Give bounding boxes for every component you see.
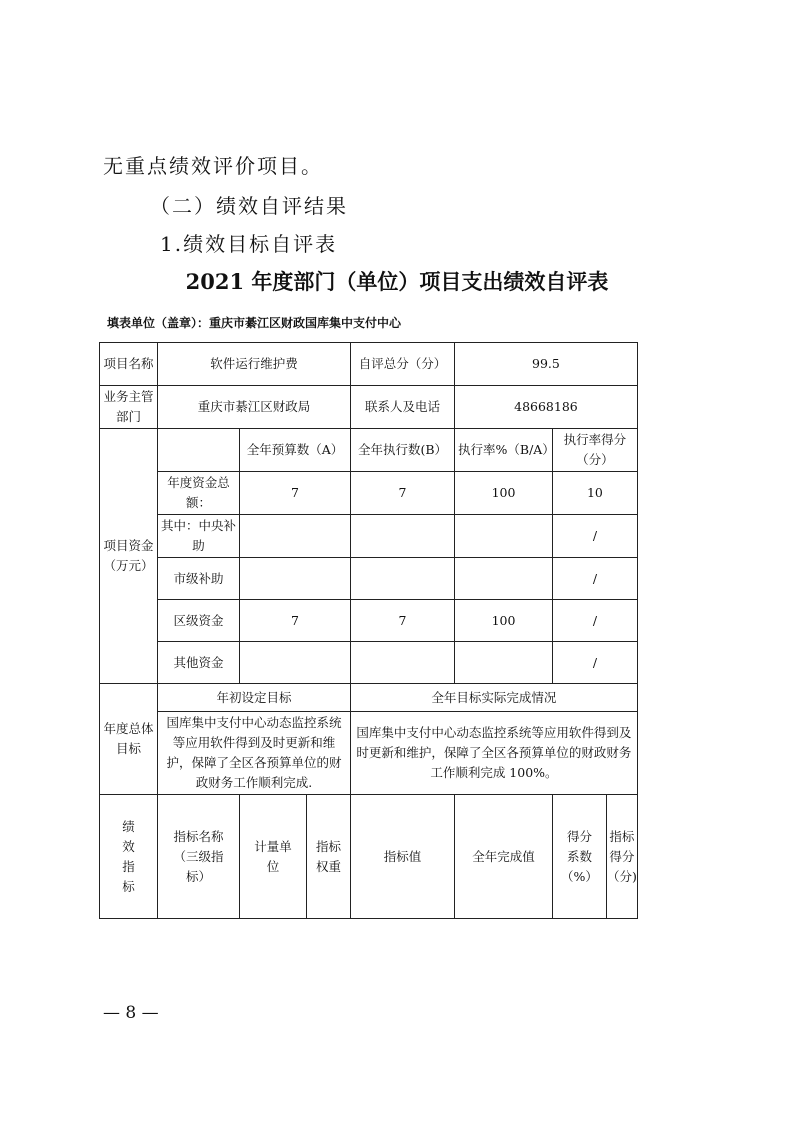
table-row [100, 795, 638, 919]
fund-row-executed: 7 [351, 472, 455, 515]
fund-header-executed: 全年执行数(B） [351, 429, 455, 472]
fund-header-empty [158, 429, 240, 472]
fund-row-rate [455, 558, 553, 600]
indicator-header-coef: 得分系数（%） [553, 795, 607, 919]
goal-actual-text: 国库集中支付中心动态监控系统等应用软件得到及时更新和维护，保障了全区各预算单位的财政财务工作顺利完成 100%。 [351, 712, 638, 795]
fund-row-budget [240, 642, 351, 684]
goal-set-header: 年初设定目标 [158, 684, 351, 712]
table-row [100, 343, 638, 386]
fund-row-rate: 100 [455, 472, 553, 515]
fund-row-budget [240, 515, 351, 558]
table-row [100, 429, 638, 472]
fund-row-executed [351, 558, 455, 600]
table-row [100, 642, 638, 684]
fund-row-score: / [553, 515, 638, 558]
indicator-header-score: 指标得分（分) [607, 795, 638, 919]
self-evaluation-table [99, 342, 638, 919]
total-score-label: 自评总分（分） [351, 343, 455, 386]
section-heading: （二）绩效自评结果 [150, 194, 348, 218]
goal-label: 年度总体目标 [100, 684, 158, 795]
fund-row-rate [455, 515, 553, 558]
contact-value: 48668186 [455, 386, 638, 429]
indicator-header-unit: 计量单位 [240, 795, 307, 919]
indicator-header-value: 指标值 [351, 795, 455, 919]
fund-row-label: 区级资金 [158, 600, 240, 642]
project-name-value: 软件运行维护费 [158, 343, 351, 386]
fund-row-executed [351, 642, 455, 684]
fund-label: 项目资金（万元） [100, 429, 158, 684]
fund-row-executed [351, 515, 455, 558]
filling-unit: 填表单位（盖章）：重庆市綦江区财政国库集中支付中心 [107, 316, 402, 330]
goal-actual-header: 全年目标实际完成情况 [351, 684, 638, 712]
indicator-header-actual: 全年完成值 [455, 795, 553, 919]
table-row [100, 712, 638, 795]
dept-label: 业务主管部门 [100, 386, 158, 429]
total-score-value: 99.5 [455, 343, 638, 386]
dept-value: 重庆市綦江区财政局 [158, 386, 351, 429]
table-row [100, 515, 638, 558]
fund-row-score: / [553, 642, 638, 684]
fund-row-executed: 7 [351, 600, 455, 642]
fund-header-rate-score: 执行率得分（分） [553, 429, 638, 472]
goal-set-text: 国库集中支付中心动态监控系统等应用软件得到及时更新和维护，保障了全区各预算单位的财政财务工作顺利完成. [158, 712, 351, 795]
fund-row-score: / [553, 558, 638, 600]
fund-header-budget: 全年预算数（A） [240, 429, 351, 472]
indicator-header-weight: 指标权重 [307, 795, 351, 919]
fund-row-score: / [553, 600, 638, 642]
fund-row-rate: 100 [455, 600, 553, 642]
fund-row-label: 年度资金总额： [158, 472, 240, 515]
indicator-label: 绩效指标 [100, 795, 158, 919]
fund-row-label: 其他资金 [158, 642, 240, 684]
fund-row-budget: 7 [240, 600, 351, 642]
project-name-label: 项目名称 [100, 343, 158, 386]
table-row [100, 600, 638, 642]
fund-row-score: 10 [553, 472, 638, 515]
page-number: — 8 — [103, 1003, 159, 1023]
fund-row-budget: 7 [240, 472, 351, 515]
indicator-header-name: 指标名称（三级指标） [158, 795, 240, 919]
fund-header-rate: 执行率%（B/A） [455, 429, 553, 472]
fund-row-rate [455, 642, 553, 684]
intro-line-1: 无重点绩效评价项目。 [103, 154, 323, 178]
table-row [100, 386, 638, 429]
fund-row-label: 其中：中央补助 [158, 515, 240, 558]
contact-label: 联系人及电话 [351, 386, 455, 429]
table-row [100, 558, 638, 600]
fund-row-label: 市级补助 [158, 558, 240, 600]
subsection-heading: 1.绩效目标自评表 [160, 232, 338, 256]
table-row [100, 472, 638, 515]
table-row [100, 684, 638, 712]
fund-row-budget [240, 558, 351, 600]
table-title: 2021 年度部门（单位）项目支出绩效自评表 [185, 269, 609, 294]
